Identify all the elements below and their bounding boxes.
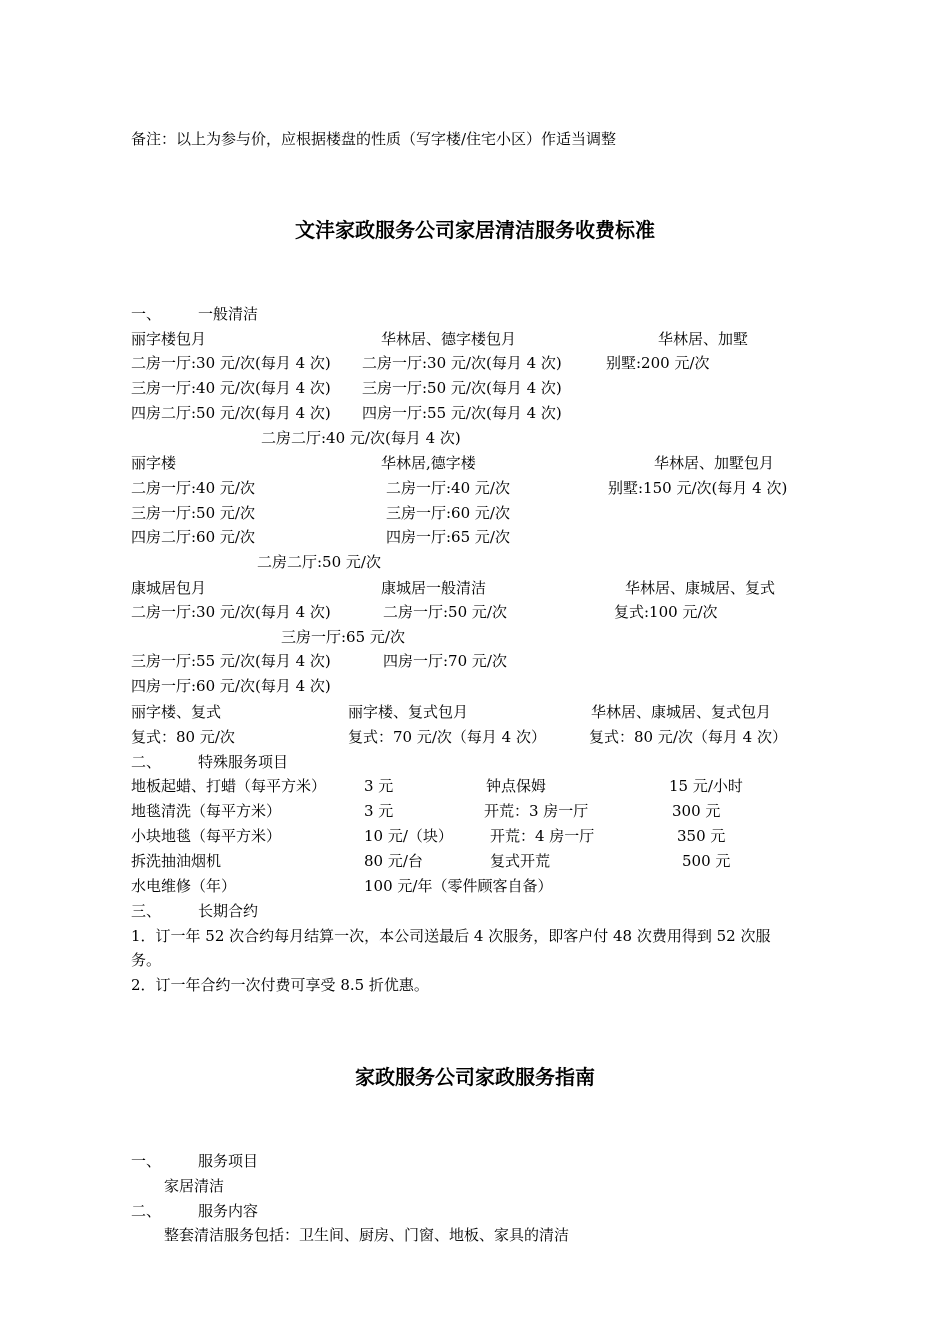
section-number: 三、 bbox=[131, 902, 162, 920]
price-item: 四房二厅:60 元/次 bbox=[131, 528, 255, 546]
price-item: 复式：70 元/次（每月 4 次） bbox=[348, 728, 546, 746]
price-item: 三房一厅:40 元/次(每月 4 次) bbox=[131, 379, 331, 397]
section-number: 二、 bbox=[131, 1202, 162, 1220]
service-name: 复式开荒 bbox=[490, 852, 551, 870]
price-item: 二房二厅:50 元/次 bbox=[257, 553, 381, 571]
title-pricing: 文沣家政服务公司家居清洁服务收费标准 bbox=[295, 218, 655, 242]
section-content: 整套清洁服务包括：卫生间、厨房、门窗、地板、家具的清洁 bbox=[164, 1226, 570, 1244]
service-name: 开荒：3 房一厅 bbox=[484, 802, 589, 820]
price-item: 别墅:200 元/次 bbox=[606, 354, 710, 372]
col-header: 华林居、康城居、复式 bbox=[625, 579, 776, 597]
col-header: 华林居、加墅 bbox=[658, 330, 749, 348]
col-header: 丽字楼 bbox=[131, 454, 177, 472]
price-item: 别墅:150 元/次(每月 4 次) bbox=[608, 479, 788, 497]
col-header: 康城居一般清洁 bbox=[381, 579, 487, 597]
col-header: 华林居、加墅包月 bbox=[654, 454, 775, 472]
service-price: 10 元/（块） bbox=[364, 827, 453, 845]
price-item: 三房一厅:55 元/次(每月 4 次) bbox=[131, 652, 331, 670]
contract-item: 1．订一年 52 次合约每月结算一次，本公司送最后 4 次服务，即客户付 48 次费用得到 52 次服 bbox=[131, 927, 771, 945]
price-item: 二房一厅:40 元/次 bbox=[131, 479, 255, 497]
price-item: 二房一厅:30 元/次(每月 4 次) bbox=[131, 603, 331, 621]
price-item: 三房一厅:50 元/次 bbox=[131, 504, 255, 522]
service-price: 500 元 bbox=[682, 852, 731, 870]
price-item: 四房一厅:60 元/次(每月 4 次) bbox=[131, 677, 331, 695]
col-header: 华林居、德字楼包月 bbox=[381, 330, 517, 348]
price-item: 二房二厅:40 元/次(每月 4 次) bbox=[261, 429, 461, 447]
contract-item-wrap: 务。 bbox=[131, 951, 162, 969]
section-number: 一、 bbox=[131, 305, 162, 323]
col-header: 丽字楼、复式 bbox=[131, 703, 222, 721]
price-item: 二房一厅:50 元/次 bbox=[383, 603, 507, 621]
col-header: 华林居、康城居、复式包月 bbox=[591, 703, 772, 721]
price-item: 复式：80 元/次（每月 4 次） bbox=[589, 728, 787, 746]
contract-item: 2．订一年合约一次付费可享受 8.5 折优惠。 bbox=[131, 976, 429, 994]
section-number: 一、 bbox=[131, 1152, 162, 1170]
note-text: 备注：以上为参与价，应根据楼盘的性质（写字楼/住宅小区）作适当调整 bbox=[131, 130, 617, 148]
section-number: 二、 bbox=[131, 753, 162, 771]
service-name: 水电维修（年） bbox=[131, 877, 237, 895]
service-name: 拆洗抽油烟机 bbox=[131, 852, 222, 870]
price-item: 四房二厅:50 元/次(每月 4 次) bbox=[131, 404, 331, 422]
service-price: 3 元 bbox=[364, 777, 394, 795]
section-heading: 服务项目 bbox=[198, 1152, 259, 1170]
service-price: 300 元 bbox=[672, 802, 721, 820]
price-item: 二房一厅:30 元/次(每月 4 次) bbox=[362, 354, 562, 372]
price-item: 四房一厅:65 元/次 bbox=[386, 528, 510, 546]
section-heading: 一般清洁 bbox=[198, 305, 259, 323]
price-item: 四房一厅:55 元/次(每月 4 次) bbox=[362, 404, 562, 422]
price-item: 二房一厅:30 元/次(每月 4 次) bbox=[131, 354, 331, 372]
service-name: 小块地毯（每平方米） bbox=[131, 827, 282, 845]
price-item: 三房一厅:50 元/次(每月 4 次) bbox=[362, 379, 562, 397]
service-name: 地毯清洗（每平方米） bbox=[131, 802, 282, 820]
service-name: 钟点保姆 bbox=[486, 777, 547, 795]
price-item: 复式:100 元/次 bbox=[614, 603, 718, 621]
col-header: 康城居包月 bbox=[131, 579, 207, 597]
service-price: 100 元/年（零件顾客自备） bbox=[364, 877, 553, 895]
price-item: 二房一厅:40 元/次 bbox=[386, 479, 510, 497]
price-item: 四房一厅:70 元/次 bbox=[383, 652, 507, 670]
section-heading: 服务内容 bbox=[198, 1202, 259, 1220]
service-name: 地板起蜡、打蜡（每平方米） bbox=[131, 777, 327, 795]
service-price: 350 元 bbox=[677, 827, 726, 845]
service-name: 开荒：4 房一厅 bbox=[490, 827, 595, 845]
title-guide: 家政服务公司家政服务指南 bbox=[355, 1065, 595, 1089]
section-heading: 特殊服务项目 bbox=[198, 753, 289, 771]
col-header: 丽字楼、复式包月 bbox=[348, 703, 469, 721]
service-price: 3 元 bbox=[364, 802, 394, 820]
price-item: 三房一厅:60 元/次 bbox=[386, 504, 510, 522]
service-price: 80 元/台 bbox=[364, 852, 423, 870]
price-item: 复式：80 元/次 bbox=[131, 728, 235, 746]
section-heading: 长期合约 bbox=[198, 902, 259, 920]
col-header: 丽字楼包月 bbox=[131, 330, 207, 348]
price-item: 三房一厅:65 元/次 bbox=[281, 628, 405, 646]
service-price: 15 元/小时 bbox=[669, 777, 743, 795]
col-header: 华林居,德字楼 bbox=[381, 454, 476, 472]
section-content: 家居清洁 bbox=[164, 1177, 225, 1195]
